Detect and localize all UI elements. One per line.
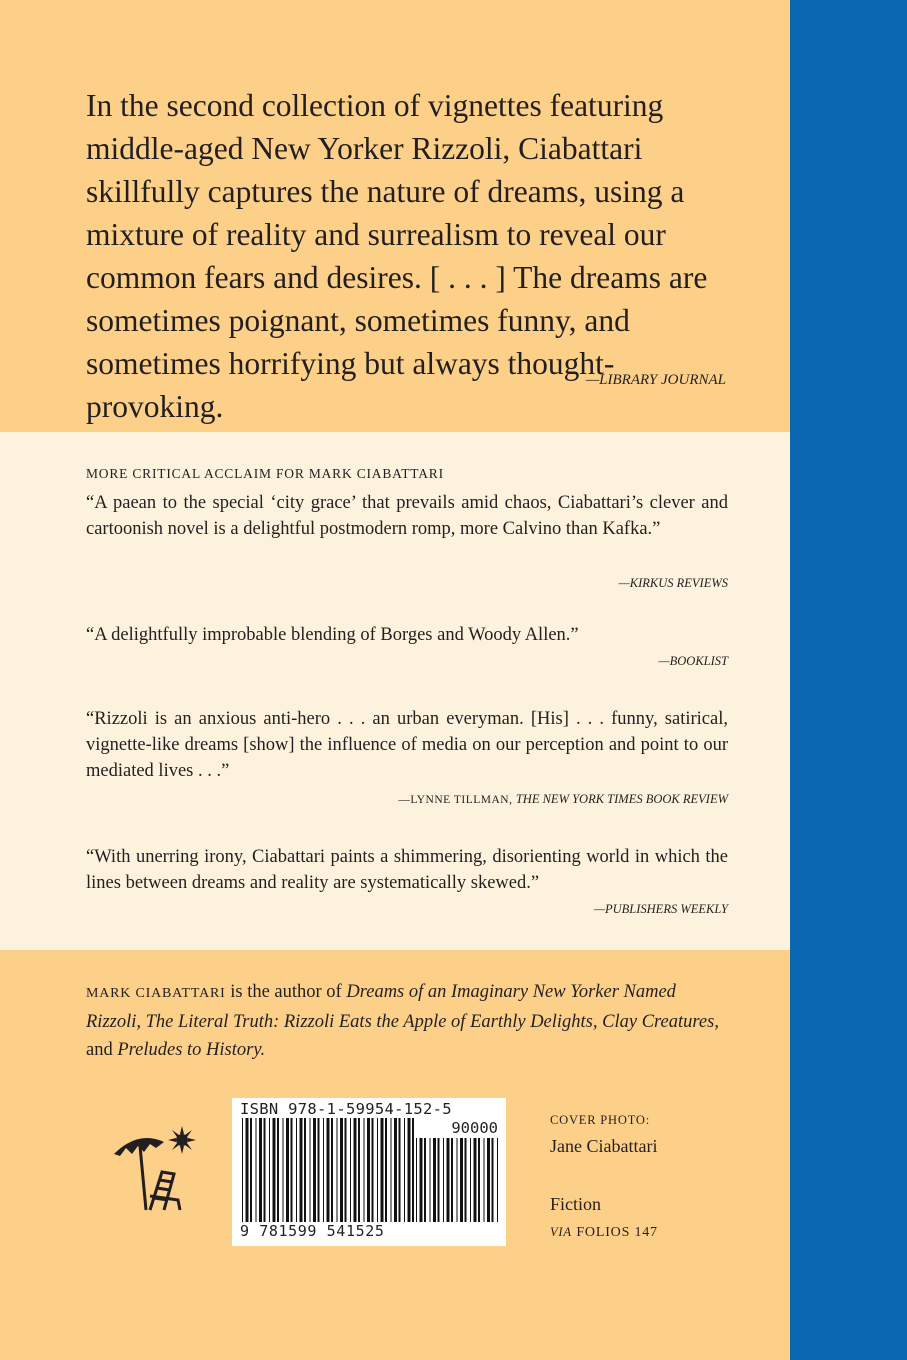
barcode-bar [269, 1118, 270, 1222]
barcode-bar [430, 1138, 431, 1222]
isbn-label: ISBN 978-1-59954-152-5 [240, 1100, 452, 1118]
review-quote-1: “A paean to the special ‘city grace’ that prevails amid chaos, Ciabattari’s clever and cartoonish novel is a delightful postmodern romp, more Calvino than Kafka.” [86, 493, 728, 539]
barcode-bar [310, 1118, 311, 1222]
barcode-bar [416, 1138, 417, 1222]
barcode-bar [399, 1118, 401, 1222]
cover-photo-label: COVER PHOTO: [550, 1113, 651, 1127]
barcode-bar [256, 1118, 257, 1222]
barcode-bar [283, 1118, 284, 1222]
barcode-bar [484, 1138, 485, 1222]
attribution-source: —BOOKLIST [658, 654, 728, 668]
barcode-bar [242, 1118, 243, 1222]
price-barcode-bars [416, 1138, 498, 1222]
barcode-digits: 9 781599 541525 [240, 1222, 385, 1240]
review-attribution-1 [619, 576, 728, 591]
barcode-bar [385, 1118, 387, 1222]
barcode-bar [412, 1118, 414, 1222]
series-label: VIA FOLIOS 147 [550, 1225, 658, 1240]
barcode-bar [286, 1118, 289, 1222]
barcode-bar [394, 1118, 397, 1222]
acclaim-heading: MORE CRITICAL ACCLAIM FOR MARK CIABATTARI [86, 466, 444, 481]
lead-review-attribution: —LIBRARY JOURNAL [585, 372, 726, 388]
barcode-bar [350, 1118, 351, 1222]
isbn-barcode [232, 1098, 506, 1246]
barcode-bar [497, 1138, 498, 1222]
barcode-bar [372, 1118, 374, 1222]
barcode-bar [457, 1138, 458, 1222]
barcode-bar [465, 1138, 467, 1222]
acclaim-panel [0, 432, 790, 950]
barcode-bar [492, 1138, 494, 1222]
umbrella-beach-chair-icon [112, 1126, 198, 1216]
barcode-bar [470, 1138, 471, 1222]
barcode-bar [451, 1138, 453, 1222]
barcode-bar [364, 1118, 365, 1222]
author-name: MARK CIABATTARI [86, 986, 226, 1001]
lead-review-quote: In the second collection of vignettes featuring middle-aged New Yorker Rizzoli, Ciabattari skillfully captures the nature of dreams, using a mixture of reality and surrealism to reveal our common fears and desires. [ . . . ] The dreams are sometimes poignant, sometimes funny, and sometimes horrifying but always thought-provoking. [86, 88, 708, 424]
barcode-bar [381, 1118, 384, 1222]
barcode-bar [367, 1118, 370, 1222]
barcode-bar [264, 1118, 266, 1222]
barcode-bar [424, 1138, 426, 1222]
barcode-bar [327, 1118, 330, 1222]
attribution-source: —PUBLISHERS WEEKLY [593, 902, 728, 916]
barcode-bar [277, 1118, 279, 1222]
barcode-bar [487, 1138, 490, 1222]
barcode-bar [377, 1118, 378, 1222]
barcode-bar [447, 1138, 450, 1222]
barcode-bar [250, 1118, 252, 1222]
attribution-prefix: —LYNNE TILLMAN, [398, 794, 516, 806]
barcode-bar [438, 1138, 440, 1222]
barcode-bar [345, 1118, 347, 1222]
barcode-bar [408, 1118, 411, 1222]
review-quote-2: “A delightfully improbable blending of Borges and Woody Allen.” [86, 625, 579, 645]
cover-photo-credit: Jane Ciabattari [550, 1136, 658, 1156]
bottom-panel [0, 950, 790, 1360]
barcode-bar [300, 1118, 303, 1222]
barcode-bar [433, 1138, 436, 1222]
barcode-bar [460, 1138, 463, 1222]
barcode-bar [443, 1138, 444, 1222]
barcode-bar [291, 1118, 293, 1222]
barcode-bar [273, 1118, 276, 1222]
attribution-source: THE NEW YORK TIMES BOOK REVIEW [515, 792, 728, 806]
barcode-bar [318, 1118, 320, 1222]
barcode-bar [391, 1118, 392, 1222]
barcode-bar [337, 1118, 338, 1222]
spine-band [790, 0, 907, 1360]
review-attribution-3 [398, 792, 728, 807]
barcode-bar [340, 1118, 343, 1222]
author-bio [86, 978, 731, 1064]
review-quote-4: “With unerring irony, Ciabattari paints a shimmering, disorienting world in which the lines between dreams and reality are systematically skewed.” [86, 847, 728, 893]
barcode-bar [358, 1118, 360, 1222]
attribution-source: —KIRKUS REVIEWS [618, 576, 728, 590]
barcode-bar [354, 1118, 357, 1222]
review-attribution-2 [659, 654, 728, 669]
barcode-bar [478, 1138, 480, 1222]
barcode-bar [420, 1138, 423, 1222]
barcode-bar [331, 1118, 333, 1222]
top-panel [0, 0, 790, 432]
barcode-bar [304, 1118, 306, 1222]
bio-text: is the author of [225, 982, 347, 1002]
barcode-bar [474, 1138, 477, 1222]
bio-text: , and [86, 1012, 719, 1060]
review-quote-3: “Rizzoli is an anxious anti-hero . . . an urban everyman. [His] . . . funny, satirical, vignette-like dreams [show] the influence of media on our perception and point to our mediated lives . . .” [86, 709, 728, 781]
barcode-bar [246, 1118, 249, 1222]
review-attribution-4 [594, 902, 728, 917]
genre-label: Fiction [550, 1194, 602, 1214]
barcode-bar [296, 1118, 297, 1222]
price-code: 90000 [451, 1119, 498, 1137]
barcode-bar [313, 1118, 316, 1222]
book-titles: Dreams of an Imaginary New Yorker Named Rizzoli, The Literal Truth: Rizzoli Eats the Apple of Earthly Delights, Clay Creatures [86, 982, 715, 1032]
barcode-bar [404, 1118, 405, 1222]
barcode-bar [259, 1118, 262, 1222]
barcode-bar [323, 1118, 324, 1222]
book-title: Preludes to History. [117, 1040, 266, 1060]
